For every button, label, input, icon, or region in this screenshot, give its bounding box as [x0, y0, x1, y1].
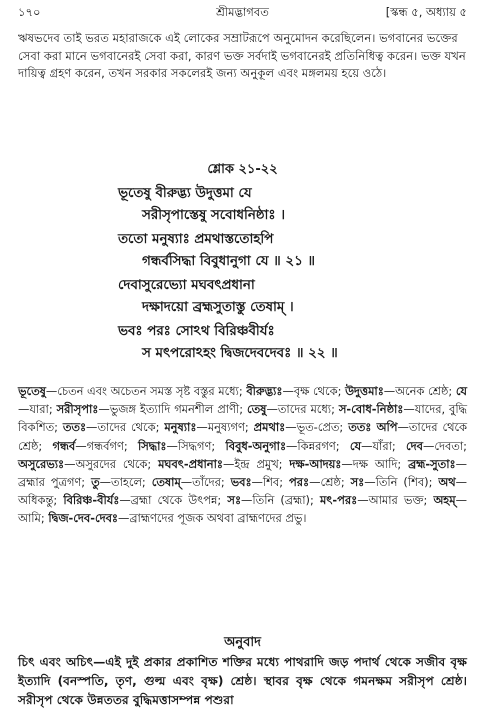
word-meaning: —তাদের থেকে শ্রেষ্ঠ;	[18, 420, 467, 453]
word-meaning: —মনুষ্যগণ;	[196, 420, 254, 435]
word-term: মঘবৎ-প্রধানাঃ	[158, 456, 223, 471]
running-header	[18, 4, 467, 22]
word-term: উদুত্তমাঃ	[345, 384, 384, 398]
word-term: যে	[349, 438, 362, 453]
word-meaning: —দক্ষ আদি;	[341, 456, 409, 471]
word-term: অহম্	[433, 493, 456, 508]
word-term: ভবঃ	[230, 475, 252, 490]
word-term: দ্বিজ-দেব-দেবঃ	[48, 511, 118, 526]
word-meaning: —ভূত-প্রেত;	[285, 420, 349, 435]
word-meaning: —তাহলে;	[99, 475, 152, 490]
word-meaning: —অনেক শ্রেষ্ঠ;	[383, 384, 456, 398]
page-number: ১৭০	[18, 5, 41, 19]
word-term: ভূতেষু	[18, 384, 46, 398]
word-term: বিরিঞ্চ-বীর্যঃ	[63, 493, 120, 508]
word-meanings	[18, 382, 467, 528]
word-term: যে	[455, 384, 467, 398]
word-meaning: —যাদের, বুদ্ধি বিকশিত;	[18, 402, 467, 435]
word-meaning: —ব্রহ্মা থেকে উৎপন্ন;	[119, 493, 228, 508]
word-term: তু	[91, 475, 100, 490]
word-term: বিবুধ-অনুগাঃ	[225, 438, 287, 453]
word-term: দেব	[406, 438, 423, 453]
verse-line: গন্ধর্বসিদ্ধা বিবুধানুগা যে ॥ ২১ ॥	[142, 254, 315, 269]
word-meaning: —কিন্নরগণ;	[286, 438, 350, 453]
word-term: গন্ধর্ব	[52, 438, 76, 453]
verse-line: ভবঃ পরঃ সোঽথ বিরিঞ্চবীর্যঃ	[118, 324, 275, 339]
word-meaning: —তাদের থেকে;	[86, 420, 165, 435]
word-meaning: —চেতন এবং অচেতন সমস্ত সৃষ্ট বস্তুর মধ্যে;	[45, 384, 247, 398]
word-meaning: —অধিকন্তু;	[18, 475, 468, 508]
word-meaning: —বৃক্ষ থেকে;	[282, 384, 346, 398]
verse-line: দক্ষাদয়ো ব্রহ্মসুতাস্তু তেষাম্ ।	[142, 300, 294, 315]
verse-line: স মৎপরোঽহং দ্বিজদেবদেবঃ ॥ ২২ ॥	[142, 346, 338, 361]
word-term: দক্ষ-আদয়ঃ	[289, 456, 342, 471]
word-term: সিদ্ধাঃ	[137, 438, 167, 453]
word-meaning: —ব্রহ্মার পুত্রগণ;	[18, 456, 467, 490]
word-meaning: —যাঁরা;	[361, 438, 407, 453]
word-term: বীরুদ্ভ্যঃ	[246, 384, 283, 398]
word-meaning: —আমি;	[18, 493, 468, 526]
word-term: তেষাম্	[151, 475, 181, 490]
intro-paragraph: ঋষভদেব তাই ভরত মহারাজকে এই লোকের সম্রাটরূপে অনুমোদন করেছিলেন। ভগবানের ভক্তের সেবা করা মানে ভগবানেরই সেবা করা, কারণ ভক্ত সর্বদাই ভগবানেরই প্রতিনিধিত্ব করেন। ভক্ত যখন দায়িত্ব গ্রহণ করেন, তখন সরকার সকলেরই জন্য অনুকূল এবং মঙ্গলময় হয়ে ওঠে।	[18, 31, 466, 81]
word-meaning: —তাদের মধ্যে;	[266, 402, 339, 417]
word-meaning: —তিনি (শিব);	[364, 475, 439, 490]
word-term: ব্রহ্ম-সুতাঃ	[408, 456, 456, 471]
word-meaning: —যারা;	[18, 402, 57, 417]
word-term: মৎ-পরঃ	[319, 493, 358, 508]
word-term: পরঃ	[289, 475, 310, 490]
word-term: সঃ	[227, 493, 242, 508]
word-meaning: —তিনি (ব্রহ্মা);	[241, 493, 320, 508]
word-meaning: —সিদ্ধগণ;	[166, 438, 226, 453]
word-meaning: —অসুরদের থেকে;	[64, 456, 159, 471]
word-term: সরীসৃপাঃ	[56, 402, 99, 417]
word-term: অথ	[438, 475, 456, 490]
word-meaning: —শিব;	[251, 475, 290, 490]
word-term: ততঃ	[62, 420, 87, 435]
word-meaning: —গন্ধর্বগণ;	[75, 438, 138, 453]
word-meaning: —আমার ভক্ত;	[357, 493, 434, 508]
word-term: প্রমথাঃ	[253, 420, 286, 435]
word-meaning: —শ্রেষ্ঠ;	[309, 475, 351, 490]
verse-line: সরীসৃপাস্তেষু সবোধনিষ্ঠাঃ ।	[142, 208, 286, 223]
word-term: তেষু	[247, 402, 267, 417]
translation-title: অনুবাদ	[224, 635, 261, 650]
verse-line: দেবাসুরেভ্যো মঘবৎপ্রধানা	[118, 278, 255, 293]
section-reference: [স্কন্ধ ৫, অধ্যায় ৫	[385, 5, 467, 19]
book-title: শ্রীমদ্ভাগবত	[216, 5, 269, 19]
verse-line: ভূতেষু বীরুদ্ভ্য উদুত্তমা যে	[118, 186, 252, 201]
word-term: অসুরেভ্যঃ	[18, 456, 65, 471]
verse-title: শ্লোক ২১-২২	[207, 162, 278, 177]
word-meaning: —ব্রাহ্মণদের পূজক অথবা ব্রাহ্মণদের প্রভু।	[117, 511, 307, 526]
verse-line: ততো মনুষ্যাঃ প্রমথাস্ততোহপি	[118, 232, 274, 247]
translation-text: চিৎ এবং অচিৎ—এই দুই প্রকার প্রকাশিত শক্তির মধ্যে পাথরাদি জড় পদার্থ থেকে সজীব বৃক্ষ ইত্যাদি (বনস্পতি, তৃণ, গুল্ম এবং বৃক্ষ) শ্রেষ্ঠ। স্থাবর বৃক্ষ থেকে গমনক্ষম সরীসৃপ শ্রেষ্ঠ। সরীসৃপ থেকে উন্নততর বুদ্ধিমত্তাসম্পন্ন পশুরা	[18, 655, 467, 707]
word-term: ততঃ অপি	[348, 420, 398, 435]
word-meaning: —দেবতা;	[422, 438, 467, 453]
word-term: সঃ	[350, 475, 365, 490]
word-term: স-বোধ-নিষ্ঠাঃ	[338, 402, 404, 417]
word-term: মনুষ্যাঃ	[164, 420, 197, 435]
word-meaning: —তাঁদের;	[180, 475, 231, 490]
word-meaning: —ভুজঙ্গ ইত্যাদি গমনশীল প্রাণী;	[98, 402, 247, 417]
word-meaning: —ইন্দ্র প্রমুখ;	[222, 456, 290, 471]
